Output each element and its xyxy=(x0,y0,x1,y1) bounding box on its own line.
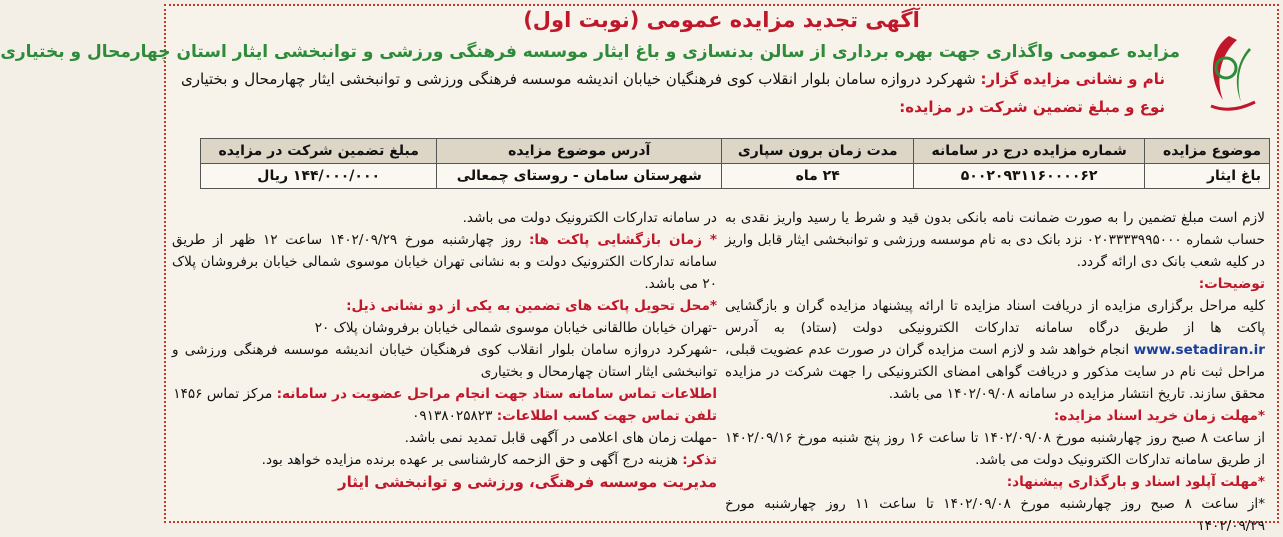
right-column xyxy=(725,207,1265,537)
table-cell: ۲۴ ماه xyxy=(722,164,914,189)
deposit-heading: نوع و مبلغ تضمین شرکت در مزایده: xyxy=(899,98,1165,116)
phone-text: ۰۹۱۳۸۰۲۵۸۲۳ xyxy=(412,408,493,424)
table-header: موضوع مزایده xyxy=(1145,139,1270,164)
description-text-cont: انجام خواهد شد و لازم است مزایده گران در صورت عدم عضویت قبلی، مراحل ثبت نام در سایت مذکور و دریافت گواهی امضای الکترونیکی را جهت شرکت در مزایده محقق سازند. تاریخ انتشار مزایده در سامانه ۱۴۰۲/۰۹/۰۸ می باشد. xyxy=(725,342,1265,402)
reminder-label: تذکر: xyxy=(682,452,717,468)
organizer-text: شهرکرد دروازه سامان بلوار انقلاب کوی فرهنگیان خیابان اندیشه موسسه فرهنگی ورزشی و توانبخشی ایثار چهارمحال و بختیاری xyxy=(180,70,976,88)
isar-emblem-icon xyxy=(1171,28,1271,118)
table-header: مدت زمان برون سپاری xyxy=(722,139,914,164)
table-cell: ۱۴۴/۰۰۰/۰۰۰ ریال xyxy=(201,164,437,189)
upload-label: *مهلت آپلود اسناد و بارگذاری پیشنهاد: xyxy=(1006,474,1265,490)
opening-label: * زمان بازگشایی پاکت ها: xyxy=(528,232,718,248)
contact-label: اطلاعات تماس سامانه ستاد جهت انجام مراحل عضویت در سامانه: xyxy=(276,386,717,402)
table-header-row xyxy=(201,139,1270,164)
subtitle: مزایده عمومی واگذاری جهت بهره برداری از سالن بدنسازی و باغ ایثار موسسه فرهنگی ورزشی و توانبخشی ایثار استان چهارمحال و بختیاری xyxy=(0,42,1180,62)
phone-label: تلفن تماس جهت کسب اطلاعات: xyxy=(496,408,717,424)
organizer-line xyxy=(181,70,1165,88)
organizer-label: نام و نشانی مزایده گزار: xyxy=(980,70,1165,88)
table-cell: ۵۰۰۲۰۹۳۱۱۶۰۰۰۰۶۲ xyxy=(914,164,1145,189)
table-cell: شهرستان سامان - روستای چمعالی xyxy=(437,164,722,189)
table-header: مبلغ تضمین شرکت در مزایده xyxy=(201,139,437,164)
buy-docs-text: از ساعت ۸ صبح روز چهارشنبه مورخ ۱۴۰۲/۰۹/۰۸ تا ساعت ۱۶ روز پنج شنبه مورخ ۱۴۰۲/۰۹/۱۶ از طریق سامانه تدارکات الکترونیک دولت می باشد. xyxy=(725,430,1265,468)
table-header: آدرس موضوع مزایده xyxy=(437,139,722,164)
table-header: شماره مزایده درج در سامانه xyxy=(914,139,1145,164)
signature: مدیریت موسسه فرهنگی، ورزشی و توانبخشی ایثار xyxy=(337,473,717,491)
left-column xyxy=(172,207,717,493)
delivery-address-2: -شهرکرد دروازه سامان بلوار انقلاب کوی فرهنگیان خیابان اندیشه موسسه فرهنگی ورزشی و توانبخشی ایثار استان چهارمحال و بختیاری xyxy=(172,342,717,380)
upload-text-cont: در سامانه تدارکات الکترونیک دولت می باشد. xyxy=(462,210,717,226)
deposit-paragraph: لازم است مبلغ تضمین را به صورت ضمانت نامه بانکی بدون قید و شرط یا رسید واریز نقدی به حساب شماره ۰۲۰۳۳۳۳۹۹۵۰۰۰ نزد بانک دی به نام موسسه ورزشی و توانبخشی ایثار قابل واریز در کلیه شعب بانک دی ارائه گردد. xyxy=(725,210,1265,270)
upload-text: *از ساعت ۸ صبح روز چهارشنبه مورخ ۱۴۰۲/۰۹/۰۸ تا ساعت ۱۱ روز چهارشنبه مورخ ۱۴۰۲/۰۹/۲۹ xyxy=(725,496,1265,534)
delivery-address-1: -تهران خیابان طالقانی خیابان موسوی شمالی خیابان برفروشان پلاک ۲۰ xyxy=(314,320,717,336)
table-row xyxy=(201,164,1270,189)
auction-table xyxy=(200,138,1270,189)
reminder-text: هزینه درج آگهی و حق الزحمه کارشناسی بر عهده برنده مزایده خواهد بود. xyxy=(261,452,678,468)
table-cell: باغ ایثار xyxy=(1145,164,1270,189)
delivery-label: *محل تحویل پاکت های تضمین به یکی از دو نشانی ذیل: xyxy=(346,298,717,314)
opening-text: روز چهارشنبه مورخ ۱۴۰۲/۰۹/۲۹ ساعت ۱۲ ظهر از طریق سامانه تدارکات الکترونیک دولت و به نشانی تهران خیابان موسوی شمالی خیابان برفروشان پلاک ۲۰ می باشد. xyxy=(172,232,717,292)
contact-text: مرکز تماس ۱۴۵۶ xyxy=(173,386,273,402)
description-text: کلیه مراحل برگزاری مزایده از دریافت اسناد مزایده تا ارائه پیشنهاد مزایده گران و بازگشایی پاکت ها از طریق درگاه سامانه تدارکات الکترونیکی دولت (ستاد) به آدرس xyxy=(725,298,1265,336)
buy-docs-label: *مهلت زمان خرید اسناد مزایده: xyxy=(1053,408,1265,424)
setad-link[interactable]: www.setadiran.ir xyxy=(1133,342,1265,358)
extension-note: -مهلت زمان های اعلامی در آگهی قابل تمدید نمی باشد. xyxy=(404,430,717,446)
page-title: آگهی تجدید مزایده عمومی (نوبت اول) xyxy=(523,8,920,32)
description-label: توضیحات: xyxy=(1198,276,1265,292)
